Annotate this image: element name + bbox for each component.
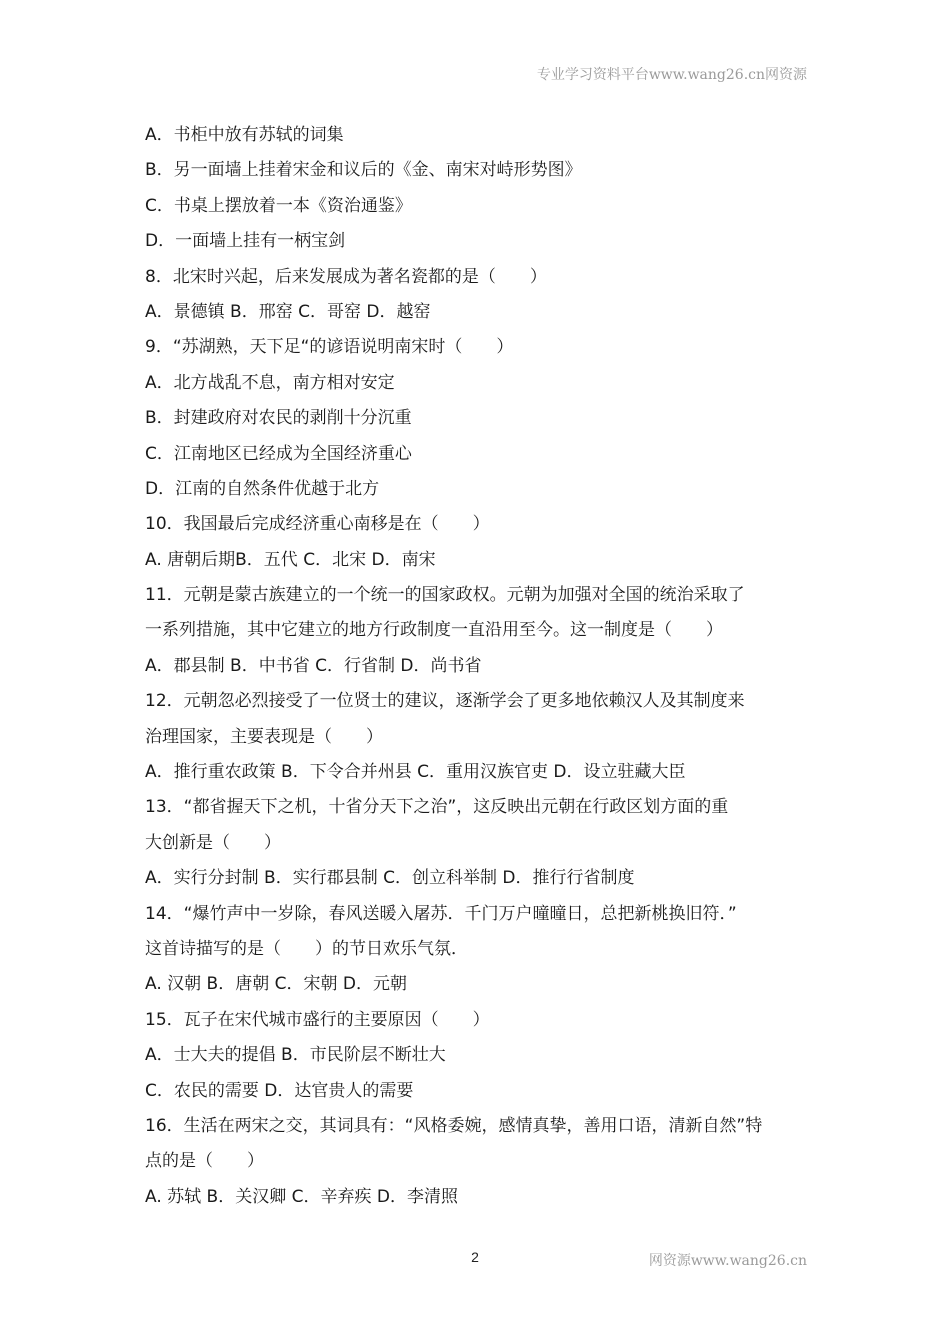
question-13-continued: 大创新是（ ） [145, 832, 281, 853]
question-16-continued: 点的是（ ） [145, 1151, 264, 1172]
page-number: 2 [471, 1249, 479, 1265]
question-12-continued: 治理国家，主要表现是（ ） [145, 726, 383, 747]
options-11: A．郡县制 B．中书省 C．行省制 D．尚书省 [145, 655, 482, 676]
question-15: 15．瓦子在宋代城市盛行的主要原因（ ） [145, 1009, 490, 1030]
question-10: 10．我国最后完成经济重心南移是在（ ） [145, 514, 490, 535]
header-watermark: 专业学习资料平台www.wang26.cn网资源 [536, 67, 807, 83]
question-11: 11．元朝是蒙古族建立的一个统一的国家政权。元朝为加强对全国的统治采取了 [145, 585, 745, 606]
option-line: A．北方战乱不息，南方相对安定 [145, 372, 395, 393]
question-11-continued: 一系列措施，其中它建立的地方行政制度一直沿用至今。这一制度是（ ） [145, 620, 723, 641]
option-line: D．一面墙上挂有一柄宝剑 [145, 231, 346, 252]
question-8: 8．北宋时兴起，后来发展成为著名瓷都的是（ ） [145, 266, 547, 287]
options-15-continued: C．农民的需要 D．达官贵人的需要 [145, 1080, 414, 1101]
option-line: C．书桌上摆放着一本《资治通鉴》 [145, 195, 412, 216]
options-13: A．实行分封制 B．实行郡县制 C．创立科举制 D．推行行省制度 [145, 868, 635, 889]
options-16: A. 苏轼 B．关汉卿 C．辛弃疾 D．李清照 [145, 1186, 458, 1207]
option-line: B．封建政府对农民的剥削十分沉重 [145, 408, 412, 429]
options-15: A．士大夫的提倡 B．市民阶层不断壮大 [145, 1045, 446, 1066]
question-12: 12．元朝忽必烈接受了一位贤士的建议，逐渐学会了更多地依赖汉人及其制度来 [145, 691, 745, 712]
question-13: 13．“都省握天下之机，十省分天下之治”，这反映出元朝在行政区划方面的重 [145, 797, 729, 818]
question-14: 14．“爆竹声中一岁除，春风送暖入屠苏．千门万户曈曈日，总把新桃换旧符．” [145, 903, 737, 924]
options-14: A. 汉朝 B．唐朝 C．宋朝 D．元朝 [145, 974, 407, 995]
options-8: A．景德镇 B．邢窑 C．哥窑 D．越窑 [145, 301, 431, 322]
option-line: B．另一面墙上挂着宋金和议后的《金、南宋对峙形势图》 [145, 160, 582, 181]
option-line: D．江南的自然条件优越于北方 [145, 478, 380, 499]
question-9: 9．“苏湖熟，天下足“的谚语说明南宋时（ ） [145, 337, 514, 358]
options-10: A. 唐朝后期B．五代 C．北宋 D．南宋 [145, 549, 436, 570]
question-16: 16．生活在两宋之交，其词具有：“风格委婉，感情真挚，善用口语，清新自然”特 [145, 1115, 763, 1136]
options-12: A．推行重农政策 B．下令合并州县 C．重用汉族官吏 D．设立驻藏大臣 [145, 762, 686, 783]
question-content [145, 118, 815, 1215]
footer-watermark: 网资源www.wang26.cn [648, 1253, 807, 1269]
option-line: C．江南地区已经成为全国经济重心 [145, 443, 412, 464]
question-14-continued: 这首诗描写的是（ ）的节日欢乐气氛． [145, 938, 468, 959]
option-line: A．书柜中放有苏轼的词集 [145, 125, 344, 145]
